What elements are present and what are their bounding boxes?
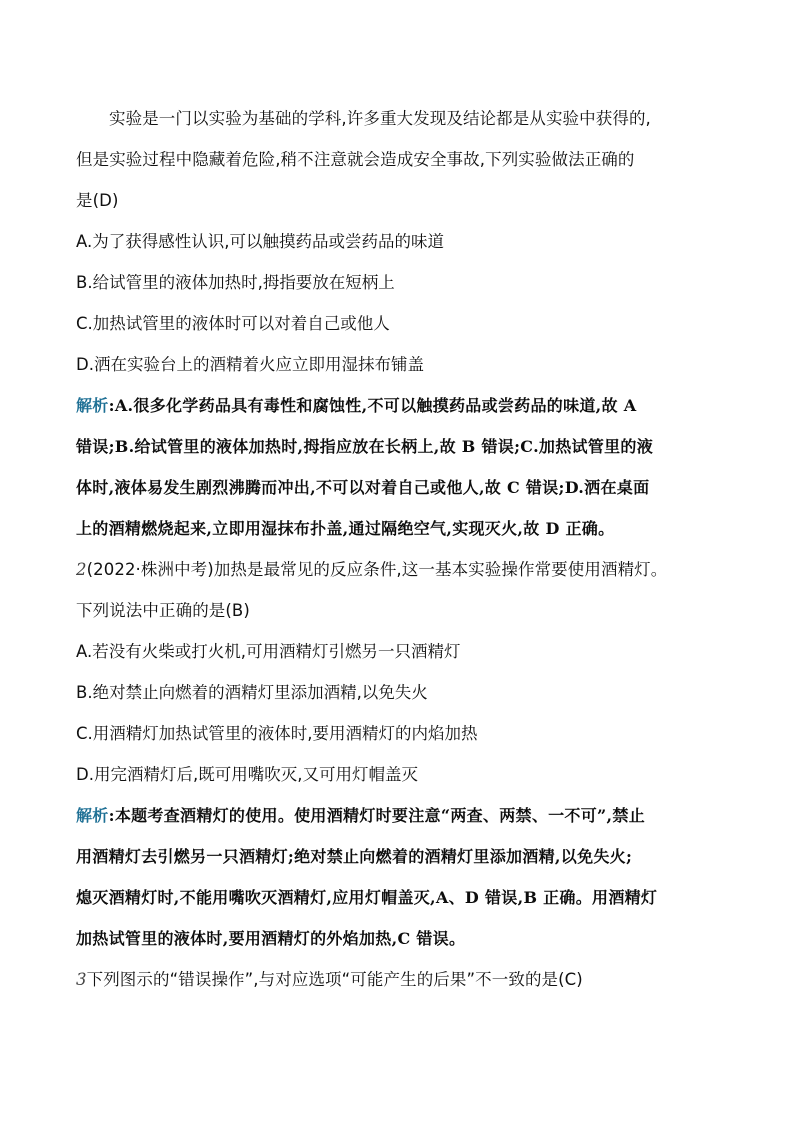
- question-1-stem-line: 是(D): [76, 191, 119, 210]
- analysis-text: :A.很多化学药品具有毒性和腐蚀性,不可以触摸药品或尝药品的味道,故 A: [108, 396, 637, 415]
- question-1-analysis-line: 错误;B.给试管里的液体加热时,拇指应放在长柄上,故 B 错误;C.加热试管里的液: [76, 437, 654, 456]
- analysis-label: 解析: [76, 806, 109, 825]
- question-3: [76, 959, 726, 1000]
- question-3-stem-line: [76, 959, 726, 1000]
- question-2: [76, 549, 726, 959]
- question-2-option-d: D.用完酒精灯后,既可用嘴吹灭,又可用灯帽盖灭: [76, 765, 418, 784]
- document-page: [76, 98, 726, 1000]
- question-2-analysis-line: [76, 795, 726, 836]
- question-2-stem-line: [76, 549, 726, 590]
- question-2-stem-line: 下列说法中正确的是(B): [76, 601, 250, 620]
- question-1-analysis-line: 体时,液体易发生剧烈沸腾而冲出,不可以对着自己或他人,故 C 错误;D.洒在桌面: [76, 478, 650, 497]
- question-2-analysis-line: 熄灭酒精灯时,不能用嘴吹灭酒精灯,应用灯帽盖灭,A、D 错误,B 正确。用酒精灯: [76, 888, 658, 907]
- question-1-stem-line: 但是实验过程中隐藏着危险,稍不注意就会造成安全事故,下列实验做法正确的: [76, 150, 635, 169]
- question-2-analysis-line: 用酒精灯去引燃另一只酒精灯;绝对禁止向燃着的酒精灯里添加酒精,以免失火;: [76, 847, 633, 866]
- question-2-analysis-line: 加热试管里的液体时,要用酒精灯的外焰加热,C 错误。: [76, 929, 466, 948]
- question-2-option-b: B.绝对禁止向燃着的酒精灯里添加酒精,以免失火: [76, 683, 428, 702]
- question-number: 2: [76, 560, 87, 579]
- question-2-stem-text: (2022·株洲中考)加热是最常见的反应条件,这一基本实验操作常要使用酒精灯。: [86, 560, 668, 579]
- question-2-option-a: A.若没有火柴或打火机,可用酒精灯引燃另一只酒精灯: [76, 642, 461, 661]
- question-1-analysis-line: 上的酒精燃烧起来,立即用湿抹布扑盖,通过隔绝空气,实现灭火,故 D 正确。: [76, 519, 615, 538]
- question-number: 3: [76, 970, 87, 989]
- question-3-stem-text: 下列图示的“错误操作”,与对应选项“可能产生的后果”不一致的是(C): [86, 970, 583, 989]
- question-1-option-d: D.洒在实验台上的酒精着火应立即用湿抹布铺盖: [76, 355, 424, 374]
- question-1-analysis-line: [76, 385, 726, 426]
- question-1-option-a: A.为了获得感性认识,可以触摸药品或尝药品的味道: [76, 232, 444, 251]
- question-1-option-b: B.给试管里的液体加热时,拇指要放在短柄上: [76, 273, 395, 292]
- question-1-stem-line: 实验是一门以实验为基础的学科,许多重大发现及结论都是从实验中获得的,: [109, 109, 651, 128]
- question-2-option-c: C.用酒精灯加热试管里的液体时,要用酒精灯的内焰加热: [76, 724, 478, 743]
- question-1: [76, 98, 726, 549]
- analysis-text: :本题考查酒精灯的使用。使用酒精灯时要注意“两查、两禁、一不可”,禁止: [108, 806, 645, 825]
- question-1-option-c: C.加热试管里的液体时可以对着自己或他人: [76, 314, 390, 333]
- analysis-label: 解析: [76, 396, 109, 415]
